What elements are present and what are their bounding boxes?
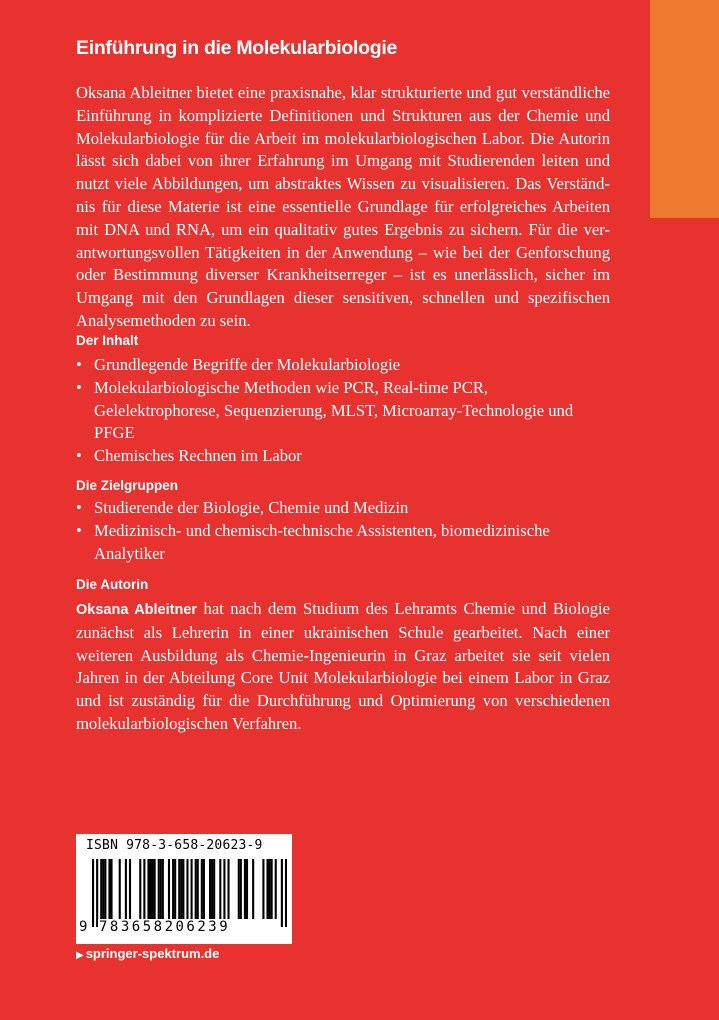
barcode-bar [209,859,211,919]
barcode-bar [110,859,112,919]
intro-line: oder Bestimmung diverser Krankheitserreger – ist es unerlässlich, sicher im [76,265,610,285]
barcode-bar [108,859,110,919]
bullet-icon: • [76,446,82,466]
barcode-bar [149,859,151,919]
barcode-bar [203,859,205,919]
barcode-bar [160,859,162,919]
intro-line: Oksana Ableitner bietet eine praxisnahe, klar strukturierte und gut verständliche [76,83,610,102]
barcode-bar [152,859,154,919]
barcode-bar [162,859,164,919]
barcode-bar [119,859,121,919]
barcode-bar [252,859,254,919]
orange-accent-tab [650,0,719,218]
intro-line: lässt sich dabei von ihrer Erfahrung im Umgang mit Studierenden leiten und [76,151,610,171]
barcode-bar [246,859,248,919]
barcode-bar [281,859,283,927]
author-name: Oksana Ableitner [76,602,198,618]
intro-line: antwortungsvollen Tätigkeiten in der Anwendung – wie bei der Genforschung [76,242,610,262]
barcode-bar [186,859,188,927]
barcode-bar [195,859,197,919]
isbn-barcode [76,834,292,944]
barcode-bar [191,859,193,927]
intro-line: mit DNA und RNA, um ein qualitativ gutes Ergebnis zu sichern. Für die ver- [76,219,610,239]
barcode-bars [92,859,287,927]
barcode-bar [174,859,176,919]
barcode-bar [211,859,213,919]
barcode-bar [269,859,271,919]
intro-line: Molekularbiologie für die Arbeit im molekularbiologischen Labor. Die Autorin [76,128,610,148]
heading-inhalt: Der Inhalt [76,333,139,348]
arrow-right-icon: ▶ [76,950,84,961]
heading-autorin: Die Autorin [76,577,149,592]
barcode-bar [96,859,98,927]
list-item: • Medizinisch- und chemisch-technische Assistenten, biomedizinische Analytiker [76,520,550,563]
barcode-bar [178,859,180,919]
barcode-bar [129,859,131,919]
intro-line: nis für diese Materie ist eine essentielle Grundlage für erfolgreiches Arbeiten [76,196,610,216]
ean-first-digit: 9 [79,919,88,935]
barcode-bar [271,859,273,919]
barcode-bar [275,859,277,919]
author-bio: hat nach dem Studium des Lehramts Chemie und Biologie zunächst als Lehrerin in einer ukrainischen Schule gearbeitet. Nach einer weiteren Ausbildung als Chemie-Ingenieurin in Graz arbeitet sie seit vielen Jahren in der Abteilung Core Unit Molekularbiologie bei einem Labor in Graz und ist zuständig für die Durchführung und Optimierung von verschiedenen molekularbiologischen Verfahren. [76,599,611,733]
intro-paragraph [76,82,610,333]
barcode-bar [244,859,246,919]
list-item: • Grundlegende Begriffe der Molekularbiologie [76,354,610,377]
barcode-bar [154,859,156,919]
barcode-bar [262,859,264,919]
barcode-bar [125,859,127,919]
barcode-bar [238,859,240,919]
intro-line: Einführung in komplizierte Definitionen und Strukturen aus der Chemie und [76,105,610,125]
barcode-bar [240,859,242,919]
heading-zielgruppen: Die Zielgruppen [76,478,179,493]
list-item: • Molekularbiologische Methoden wie PCR, Real-time PCR, Gelelektrophorese, Sequenzierung, MLST, Microarray-Technologie und PFGE [76,377,574,443]
barcode-bar [102,859,104,919]
bullet-icon: • [76,520,82,540]
barcode-bar [143,859,145,919]
barcode-bar [172,859,174,919]
barcode-bar [201,859,203,919]
author-paragraph [76,598,610,736]
barcode-bar [223,859,225,919]
barcode-bar [197,859,199,919]
list-item: • Studierende der Biologie, Chemie und Medizin [76,497,610,520]
barcode-bar [147,859,149,919]
bullet-icon: • [76,355,82,374]
publisher-link[interactable]: ▶ springer-spektrum.de [76,946,220,961]
barcode-bar [100,859,102,919]
barcode-bar [180,859,182,919]
isbn-number: ISBN 978-3-658-20623-9 [86,838,263,853]
barcode-bar [168,859,170,919]
barcode-bar [92,859,94,927]
intro-line: Umgang mit den Grundlagen dieser sensitiven, schnellen und spezifischen [76,288,610,308]
bullet-icon: • [76,498,82,517]
ean-digits: 783658206239 [99,919,231,935]
book-title: Einführung in die Molekularbiologie [76,37,398,59]
barcode-bar [227,859,229,919]
barcode-bar [285,859,287,927]
barcode-bar [139,859,141,919]
barcode-bar [213,859,215,919]
barcode-bar [182,859,184,919]
barcode-bar [219,859,221,919]
barcode-bar [266,859,268,919]
bullet-icon: • [76,377,82,397]
barcode-bar [158,859,160,919]
intro-line: Analysemethoden zu sein. [76,310,251,330]
list-item: • Chemisches Rechnen im Labor [76,445,610,468]
zielgruppen-list [76,497,610,565]
barcode-bar [104,859,106,919]
inhalt-list [76,354,610,468]
intro-line: nutzt viele Abbildungen, um abstraktes Wissen zu visualisieren. Das Verständ- [76,174,610,194]
